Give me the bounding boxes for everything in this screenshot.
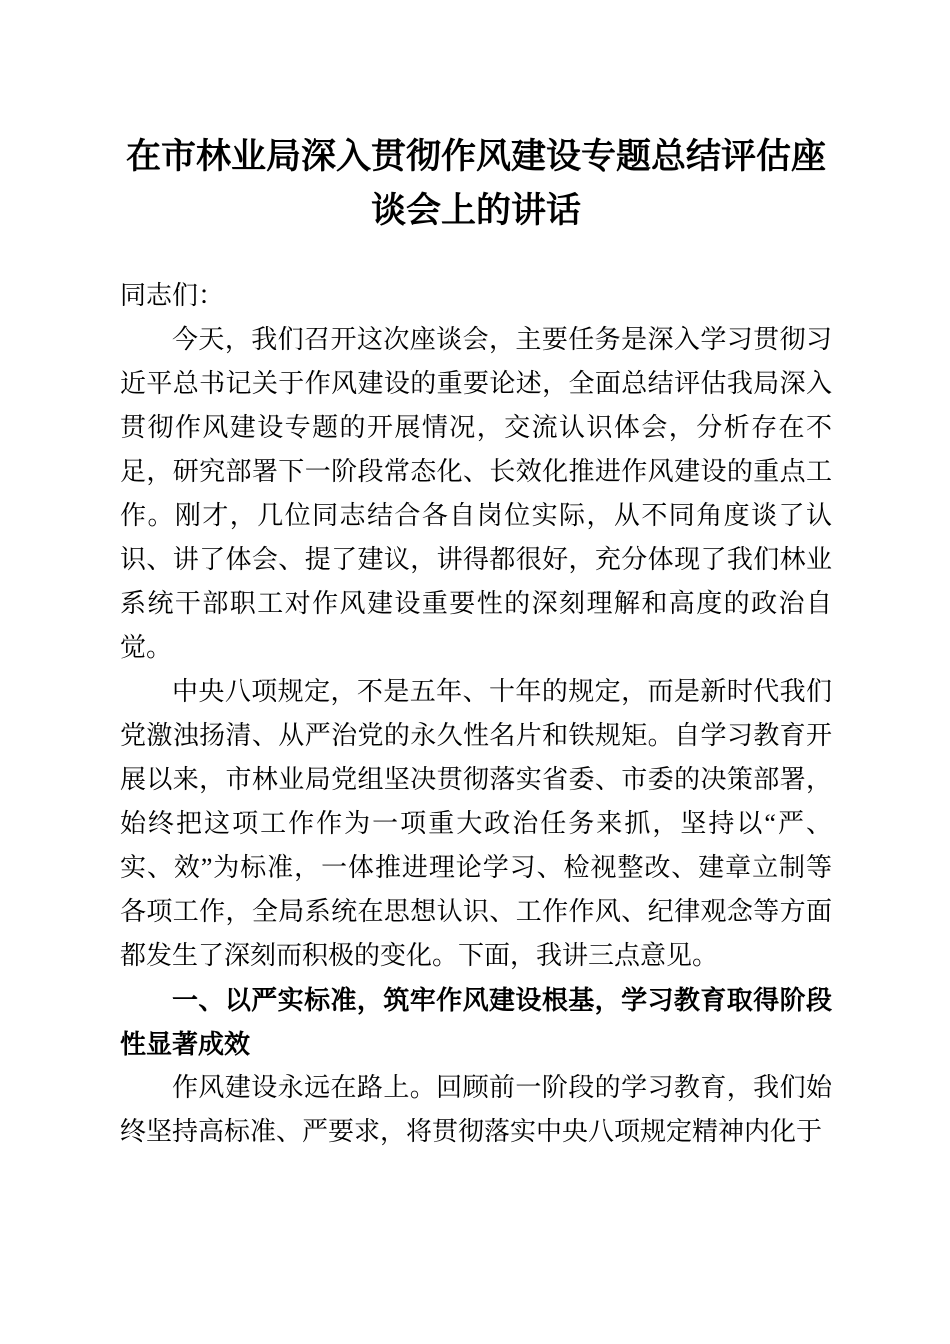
section-heading: 一、以严实标准，筑牢作风建设根基，学习教育取得阶段性显著成效 [120, 985, 832, 1059]
document-title: 在市林业局深入贯彻作风建设专题总结评估座谈会上的讲话 [125, 137, 826, 230]
body-paragraph: 作风建设永远在路上。回顾前一阶段的学习教育，我们始终坚持高标准、严要求，将贯彻落实中央八项规定精神内化于 [120, 1073, 832, 1146]
salutation: 同志们： [120, 281, 225, 310]
body-paragraph: 今天，我们召开这次座谈会，主要任务是深入学习贯彻习近平总书记关于作风建设的重要论述，全面总结评估我局深入贯彻作风建设专题的开展情况，交流认识体会，分析存在不足，研究部署下一阶段常态化、长效化推进作风建设的重点工作。刚才，几位同志结合各自岗位实际，从不同角度谈了认识、讲了体会、提了建议，讲得都很好，充分体现了我们林业系统干部职工对作风建设重要性的深刻理解和高度的政治自觉。 [120, 325, 832, 662]
document-body [120, 274, 832, 1154]
body-paragraph: 中央八项规定，不是五年、十年的规定，而是新时代我们党激浊扬清、从严治党的永久性名片和铁规矩。自学习教育开展以来，市林业局党组坚决贯彻落实省委、市委的决策部署，始终把这项工作作为一项重大政治任务来抓，坚持以“严、实、效”为标准，一体推进理论学习、检视整改、建章立制等各项工作，全局系统在思想认识、工作作风、纪律观念等方面都发生了深刻而积极的变化。下面，我讲三点意见。 [120, 677, 832, 970]
